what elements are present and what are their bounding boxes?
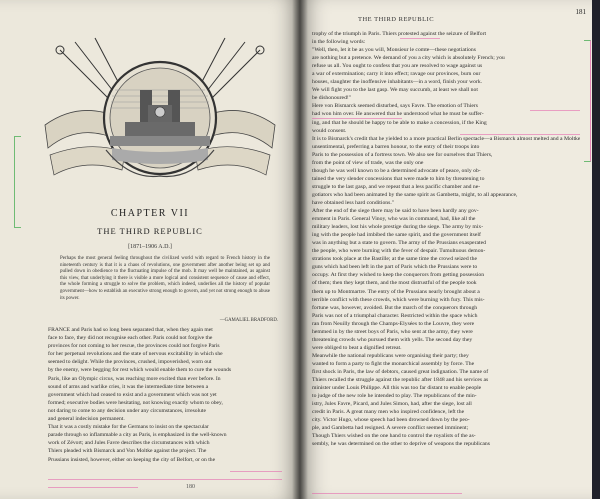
text-line: FRANCE and Paris had so long been separated that, when they again met	[48, 327, 213, 333]
text-line: fortune was, however, avoided. But the march of the conquerors through	[312, 304, 478, 311]
text-line: provinces for not coming to her rescue, the provinces could not forgive Paris	[48, 343, 220, 350]
epigraph-credit: —GAMALIEL BRADFORD.	[219, 318, 278, 323]
text-line: tained the very slender concessions that were made to him by threatening to	[312, 175, 485, 182]
text-line: threatening crowds who pursued them with yells. The second day they	[312, 336, 473, 343]
text-line: was in anything but a state to govern. The army of the Prussians exasperated	[312, 240, 486, 247]
text-line: a war of extermination; carry it into effect; ravage our provinces, burn our	[312, 71, 481, 78]
text-line: work of Zévort; and Jules Favre describes the circumstances with which	[48, 440, 210, 447]
highlight-underline	[530, 110, 580, 111]
text-line: from the point of view of trade, was the only one	[312, 159, 424, 166]
chapter-subtitle: THE THIRD REPUBLIC	[97, 226, 203, 236]
text-line: Here von Bismarck seemed disturbed, says Favre. The emotion of Thiers	[312, 103, 478, 110]
text-line: ernment in Paris. General Vinoy, who was in command, had, like all the	[312, 216, 476, 223]
text-line: ran from Neuilly through the Champs-Elysées to the Louvre, they were	[312, 320, 475, 327]
text-line: istry, Jules Favre, Picard, and Jules Simon, had, after the siege, lost all	[312, 401, 472, 408]
text-line: Thiers recalled the struggle against the republic after 1848 and his services as	[312, 377, 489, 384]
text-line: Meanwhile the national republicans were organising their party; they	[312, 352, 469, 359]
text-line: strations took place at the Bastille; at the same time the crowd seized the	[312, 256, 478, 263]
text-line: Paris was not of a triumphal character. Restricted within the space which	[312, 312, 478, 319]
text-line: first shock in Paris, the law of debtors, caused great indignation. The name of	[312, 368, 489, 375]
running-head: THE THIRD REPUBLIC	[358, 16, 435, 23]
chapter-title: CHAPTER VII	[110, 208, 190, 219]
highlight-underline	[230, 471, 282, 472]
left-page-number: 180	[186, 484, 195, 490]
text-line: are nothing but a pretence. We demand of you a city which is absolutely French; you	[312, 55, 505, 62]
text-line: face to face, they did not recognise each other. Paris could not forgive the	[48, 335, 213, 342]
text-line: be dishonoured!"	[312, 95, 352, 102]
text-line: After the end of the siege there may be said to have been hardly any gov-	[312, 208, 479, 215]
text-line: "Well, then, let it be as you will, Monsieur le comte—these negotiations	[312, 47, 476, 54]
text-line: Paris to the possession of a fortress town. We also see for ourselves that Thiers,	[312, 151, 493, 158]
right-page	[300, 0, 600, 499]
text-line: Though Thiers wished on the one hand to control the royalists of the as-	[312, 433, 476, 440]
text-line: It is to Bismarck's credit that he yielded to a more practical Berlin spectacle—a Bismarck almost melted and a Moltke	[312, 135, 580, 142]
text-line: refuse us all. You ought to confess that you are resolved to wage against us	[312, 63, 483, 70]
cathedral-illustration	[40, 30, 280, 200]
text-line: the people, who were burning with the fever of despair. Tumultuous demon-	[312, 248, 486, 255]
text-line: of them; then they kept them, and the most distrustful of the people took	[312, 280, 477, 287]
text-line: have obtained less hard conditions."	[312, 199, 395, 206]
text-line: We will fight you to the last gasp. We may succumb, at least we shall not	[312, 87, 478, 94]
text-line: them up to Montmartre. The entry of the Prussians nearly brought about a	[312, 288, 480, 295]
highlight-underline	[312, 118, 402, 119]
text-line: occupy. At first they wished to keep the conquerors from getting possession	[312, 272, 485, 279]
text-line: were obliged to beat a dignified retreat.	[312, 344, 402, 351]
highlight-underline	[48, 487, 138, 488]
text-line: government which had ceased to exist and a government which was not yet	[48, 391, 217, 398]
highlight-underline	[312, 493, 462, 494]
text-line: minister under Louis Philippe. All this was too far distant to enable people	[312, 385, 482, 392]
text-line: hemmed in by the street boys of Paris, who sent at the army, they were	[312, 328, 473, 335]
text-line: terrible conflict with these crowds, which were burning with fury. This mis-	[312, 296, 485, 303]
book-gutter	[292, 0, 308, 499]
text-line: credit in Paris. A great many men who inspired confidence, left the	[312, 409, 465, 416]
right-body-text	[312, 30, 580, 448]
chapter-dates: [1871–1906 A.D.]	[128, 244, 172, 250]
text-line: Paris, like an Olympic circus, was reaching more excited than ever before. In	[48, 375, 221, 382]
text-line: ing, and that he should be happy to be able to make a concession, if the King	[312, 119, 487, 126]
text-line: formed; executive bodies were hesitating, not knowing exactly whom to obey,	[48, 399, 223, 406]
text-line: Prussians insisted, however, either on keeping the city of Belfort, or on the	[48, 456, 216, 463]
text-line: though he was well known to be a determined advocate of peace, only ob-	[312, 167, 481, 174]
text-line: That it was a costly mistake for the Germans to insist on the spectacular	[48, 424, 209, 431]
text-line: by the enemy, were begging for rest which would enable them to cure the wounds	[48, 367, 232, 374]
text-line: ple, and Gambetta had resigned. A severe conflict seemed imminent;	[312, 425, 469, 432]
page-stack-edge	[592, 0, 600, 499]
text-line: wanted to form a party to fight the monarchical assembly by force. The	[312, 360, 475, 367]
text-line: in the following words:	[312, 39, 366, 46]
text-line: unsentimental, preferring a barren honour, to the entry of their troops into	[312, 143, 480, 150]
highlight-underline	[48, 479, 282, 480]
text-line: guns which had been left in the part of Paris which the Prussians were to	[312, 264, 478, 271]
right-page-number: 181	[575, 8, 586, 16]
text-line: sound of arms and warlike cries, it was the intermediate time between a	[48, 383, 209, 390]
text-line: would consent.	[312, 127, 347, 134]
text-line: to judge of the new role he intended to play. The republicans of the min-	[312, 393, 477, 400]
text-line: not daring to come to any decision under any circumstances, irresolute	[48, 407, 206, 414]
text-line: and general indecision permanent.	[48, 416, 125, 423]
text-line: houses, slaughter the inoffensive inhabitants—in a word, finish your work.	[312, 79, 483, 86]
text-line: had won him over. He answered that he understood what he must be suffer-	[312, 111, 484, 118]
highlight-underline	[400, 38, 440, 39]
margin-bracket-annotation	[584, 40, 591, 162]
margin-bracket-annotation	[14, 136, 21, 228]
text-line: sembly, he was determined on the other to deprive of weapons the republicans	[312, 441, 490, 448]
text-line: trophy of the triumph in Paris. Thiers protested against the seizure of Belfort	[312, 31, 487, 37]
text-line: military leaders, lost his whole prestige during the siege. The army by mix-	[312, 224, 484, 231]
left-body-text	[48, 326, 282, 464]
text-line: city. Victor Hugo, whose speech had been drowned down by the peo-	[312, 417, 470, 424]
text-line: parade through so inflammable a city as Paris, is emphasized in the well-known	[48, 432, 227, 439]
text-line: Thiers pleaded with Bismarck and Von Moltke against the project. The	[48, 448, 207, 455]
text-line: seemed to delight. While the provinces, crushed, impoverished, worn out	[48, 359, 212, 366]
text-line: for her perpetual revolutions and the state of nervous excitability in which she	[48, 351, 223, 358]
highlight-underline	[460, 134, 580, 135]
text-line: ing with the people had imbibed the same spirit, and the government itself	[312, 232, 481, 239]
epigraph: Perhaps the most general feeling throughout the civilized world with regard to French history in the nineteenth century is that it is a chaos of revolutions, one government after another being set up and pulled down in obedience to the fluctuating impulse of the mob. It may well be maintained, as against this view, that underlying it there is visible a more logical and consistent sequence of cause and effect, the whole forming a struggle to solve the problem, which indeed, underlies all the history of popular government—how to establish an executive strong enough to govern, and yet not strong enough to abuse its power.	[60, 256, 270, 301]
text-line: gotiators who had been animated by the same spirit as Gambetta, might, to all appearance,	[312, 191, 518, 198]
text-line: struggle to the last gasp, and we repeat that a less pacific chamber and ne-	[312, 183, 481, 190]
